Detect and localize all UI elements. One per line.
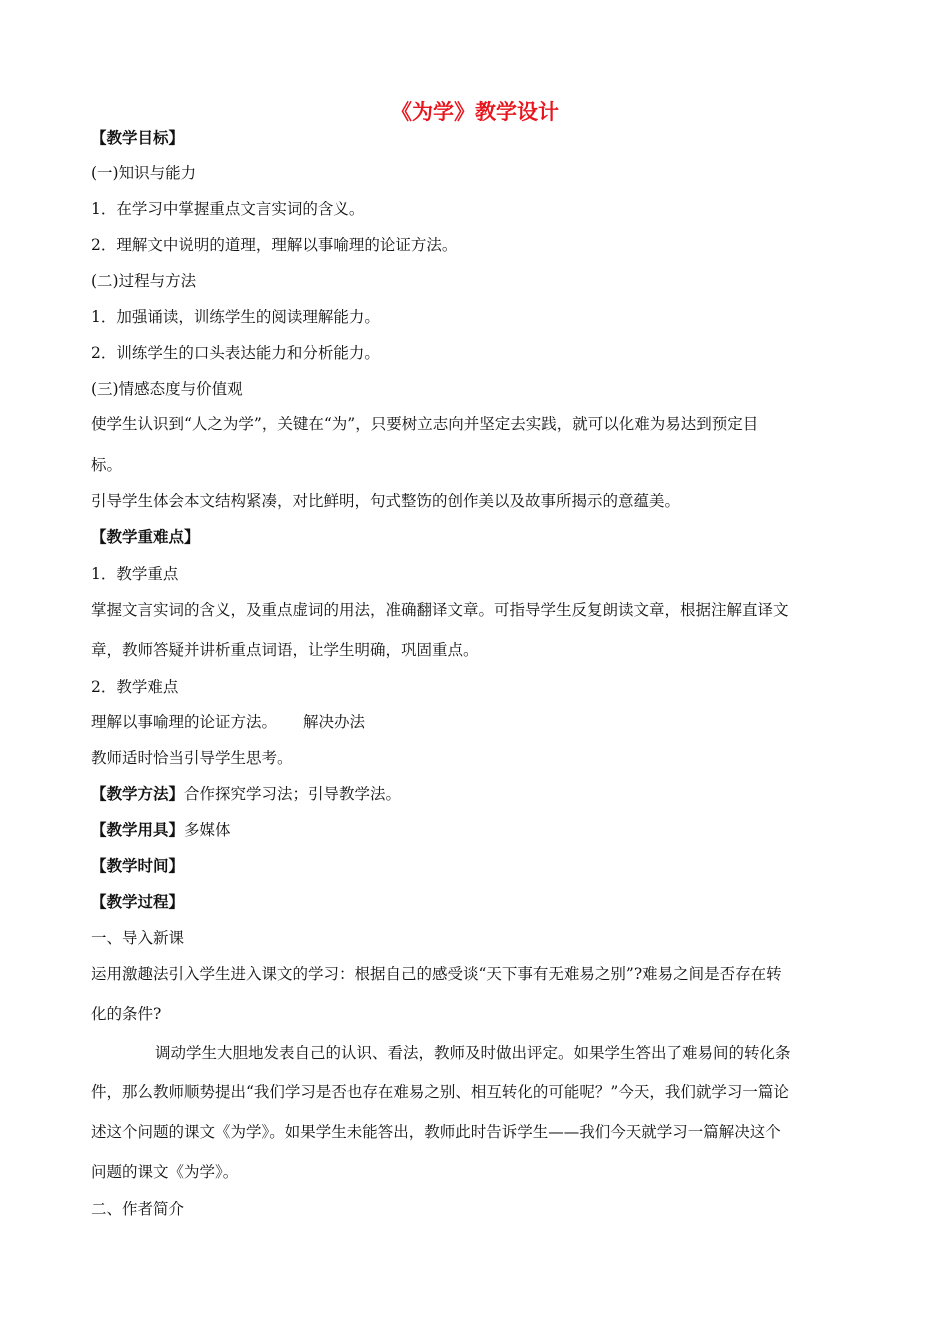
intro-heading: 一、导入新课 [91,929,185,947]
emotion-paragraph-line: 标。 [91,456,123,474]
emotion-paragraph: 引导学生体会本文结构紧凑，对比鲜明，句式整饬的创作美以及故事所揭示的意蕴美。 [91,492,681,510]
intro-paragraph-line: 问题的课文《为学》。 [91,1163,239,1181]
knowledge-heading: (一)知识与能力 [91,164,197,182]
intro-paragraph-line: 调动学生大胆地发表自己的认识、看法，教师及时做出评定。如果学生答出了难易间的转化条 [155,1044,791,1062]
method-heading: 【教学方法】 [91,785,185,803]
time-heading: 【教学时间】 [91,857,185,875]
knowledge-item: 1．在学习中掌握重点文言实词的含义。 [91,200,365,218]
difficulty-heading: 2．教学难点 [91,678,179,696]
key-points-heading: 【教学重难点】 [91,528,200,546]
tools-line [91,819,861,841]
intro-paragraph-line: 述这个问题的课文《为学》。如果学生未能答出，教师此时告诉学生——我们今天就学习一篇解决这个 [91,1123,781,1141]
author-heading: 二、作者简介 [91,1200,185,1218]
solution-label: 解决办法 [303,713,366,731]
difficulty-line [91,711,861,733]
difficulty-text: 理解以事喻理的论证方法。 [91,713,278,731]
process-item: 1．加强诵读，训练学生的阅读理解能力。 [91,308,380,326]
method-text: 合作探究学习法；引导教学法。 [184,785,402,803]
method-line [91,783,861,805]
process-item: 2．训练学生的口头表达能力和分析能力。 [91,344,380,362]
solution-text: 教师适时恰当引导学生思考。 [91,749,293,767]
focus-paragraph-line: 掌握文言实词的含义，及重点虚词的用法，准确翻译文章。可指导学生反复朗读文章，根据注解直译文 [91,601,789,619]
intro-paragraph-line: 件，那么教师顺势提出“我们学习是否也存在难易之别、相互转化的可能呢？”今天，我们就学习一篇论 [91,1083,789,1101]
objectives-heading: 【教学目标】 [91,129,185,147]
tools-heading: 【教学用具】 [91,821,185,839]
focus-paragraph-line: 章，教师答疑并讲析重点词语，让学生明确，巩固重点。 [91,641,479,659]
intro-paragraph-line: 化的条件? [91,1005,162,1023]
knowledge-item: 2．理解文中说明的道理，理解以事喻理的论证方法。 [91,236,458,254]
focus-heading: 1．教学重点 [91,565,179,583]
intro-paragraph-line: 运用激趣法引入学生进入课文的学习：根据自己的感受谈“天下事有无难易之别”?难易之间是否存在转 [91,965,782,983]
emotion-paragraph-line: 使学生认识到“人之为学”，关键在“为”，只要树立志向并坚定去实践，就可以化难为易达到预定目 [91,415,759,433]
tools-text: 多媒体 [184,821,231,839]
procedure-heading: 【教学过程】 [91,893,185,911]
process-heading: (二)过程与方法 [91,272,197,290]
emotion-heading: (三)情感态度与价值观 [91,380,243,398]
document-title: 《为学》教学设计 [391,99,559,124]
